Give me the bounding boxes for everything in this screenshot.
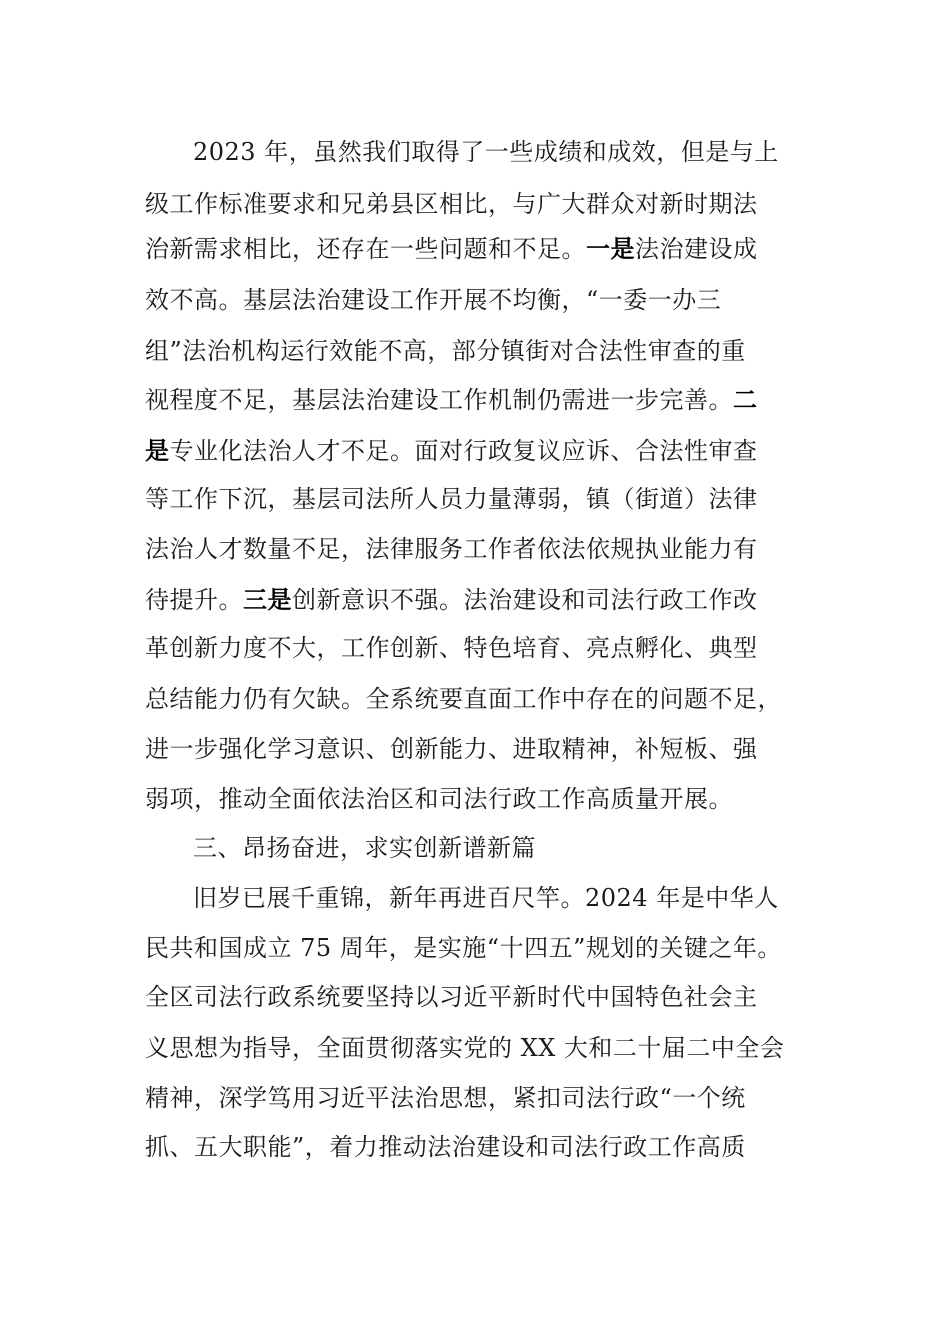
text-line: 弱项，推动全面依法治区和司法行政工作高质量开展。 [145, 785, 733, 813]
text-line: 法治人才数量不足，法律服务工作者依法依规执业能力有 [145, 535, 758, 563]
bold-marker: 是 [145, 436, 170, 465]
text-line: 总结能力仍有欠缺。全系统要直面工作中存在的问题不足， [145, 685, 782, 713]
text-line: 义思想为指导，全面贯彻落实党的 XX 大和二十届二中全会 [145, 1034, 785, 1062]
text-line: 治新需求相比，还存在一些问题和不足。一是法治建设成 [145, 234, 758, 263]
bold-marker: 二 [733, 385, 758, 414]
text-line: 等工作下沉，基层司法所人员力量薄弱，镇（街道）法律 [145, 485, 758, 513]
text-line: 组”法治机构运行效能不高，部分镇街对合法性审查的重 [145, 337, 746, 365]
text-line: 旧岁已展千重锦，新年再进百尺竿。2024 年是中华人 [193, 884, 779, 912]
text-line: 全区司法行政系统要坚持以习近平新时代中国特色社会主 [145, 983, 758, 1011]
text-line: 革创新力度不大，工作创新、特色培育、亮点孵化、典型 [145, 634, 758, 662]
text-line: 视程度不足，基层法治建设工作机制仍需进一步完善。二 [145, 385, 758, 414]
text-line: 进一步强化学习意识、创新能力、进取精神，补短板、强 [145, 735, 758, 763]
text-line: 2023 年，虽然我们取得了一些成绩和成效，但是与上 [193, 138, 779, 166]
text-line: 精神，深学笃用习近平法治思想，紧扣司法行政“一个统 [145, 1084, 746, 1112]
text-line: 抓、五大职能”，着力推动法治建设和司法行政工作高质 [145, 1133, 746, 1161]
text-line: 民共和国成立 75 周年，是实施“十四五”规划的关键之年。 [145, 934, 782, 962]
text-line: 待提升。三是创新意识不强。法治建设和司法行政工作改 [145, 585, 758, 614]
text-line: 级工作标准要求和兄弟县区相比，与广大群众对新时期法 [145, 190, 758, 218]
bold-marker: 三是 [243, 585, 292, 614]
text-line: 是专业化法治人才不足。面对行政复议应诉、合法性审查 [145, 436, 758, 465]
bold-marker: 一是 [586, 234, 635, 263]
section-heading: 三、昂扬奋进，求实创新谱新篇 [193, 834, 536, 862]
text-line: 效不高。基层法治建设工作开展不均衡，“一委一办三 [145, 286, 722, 314]
